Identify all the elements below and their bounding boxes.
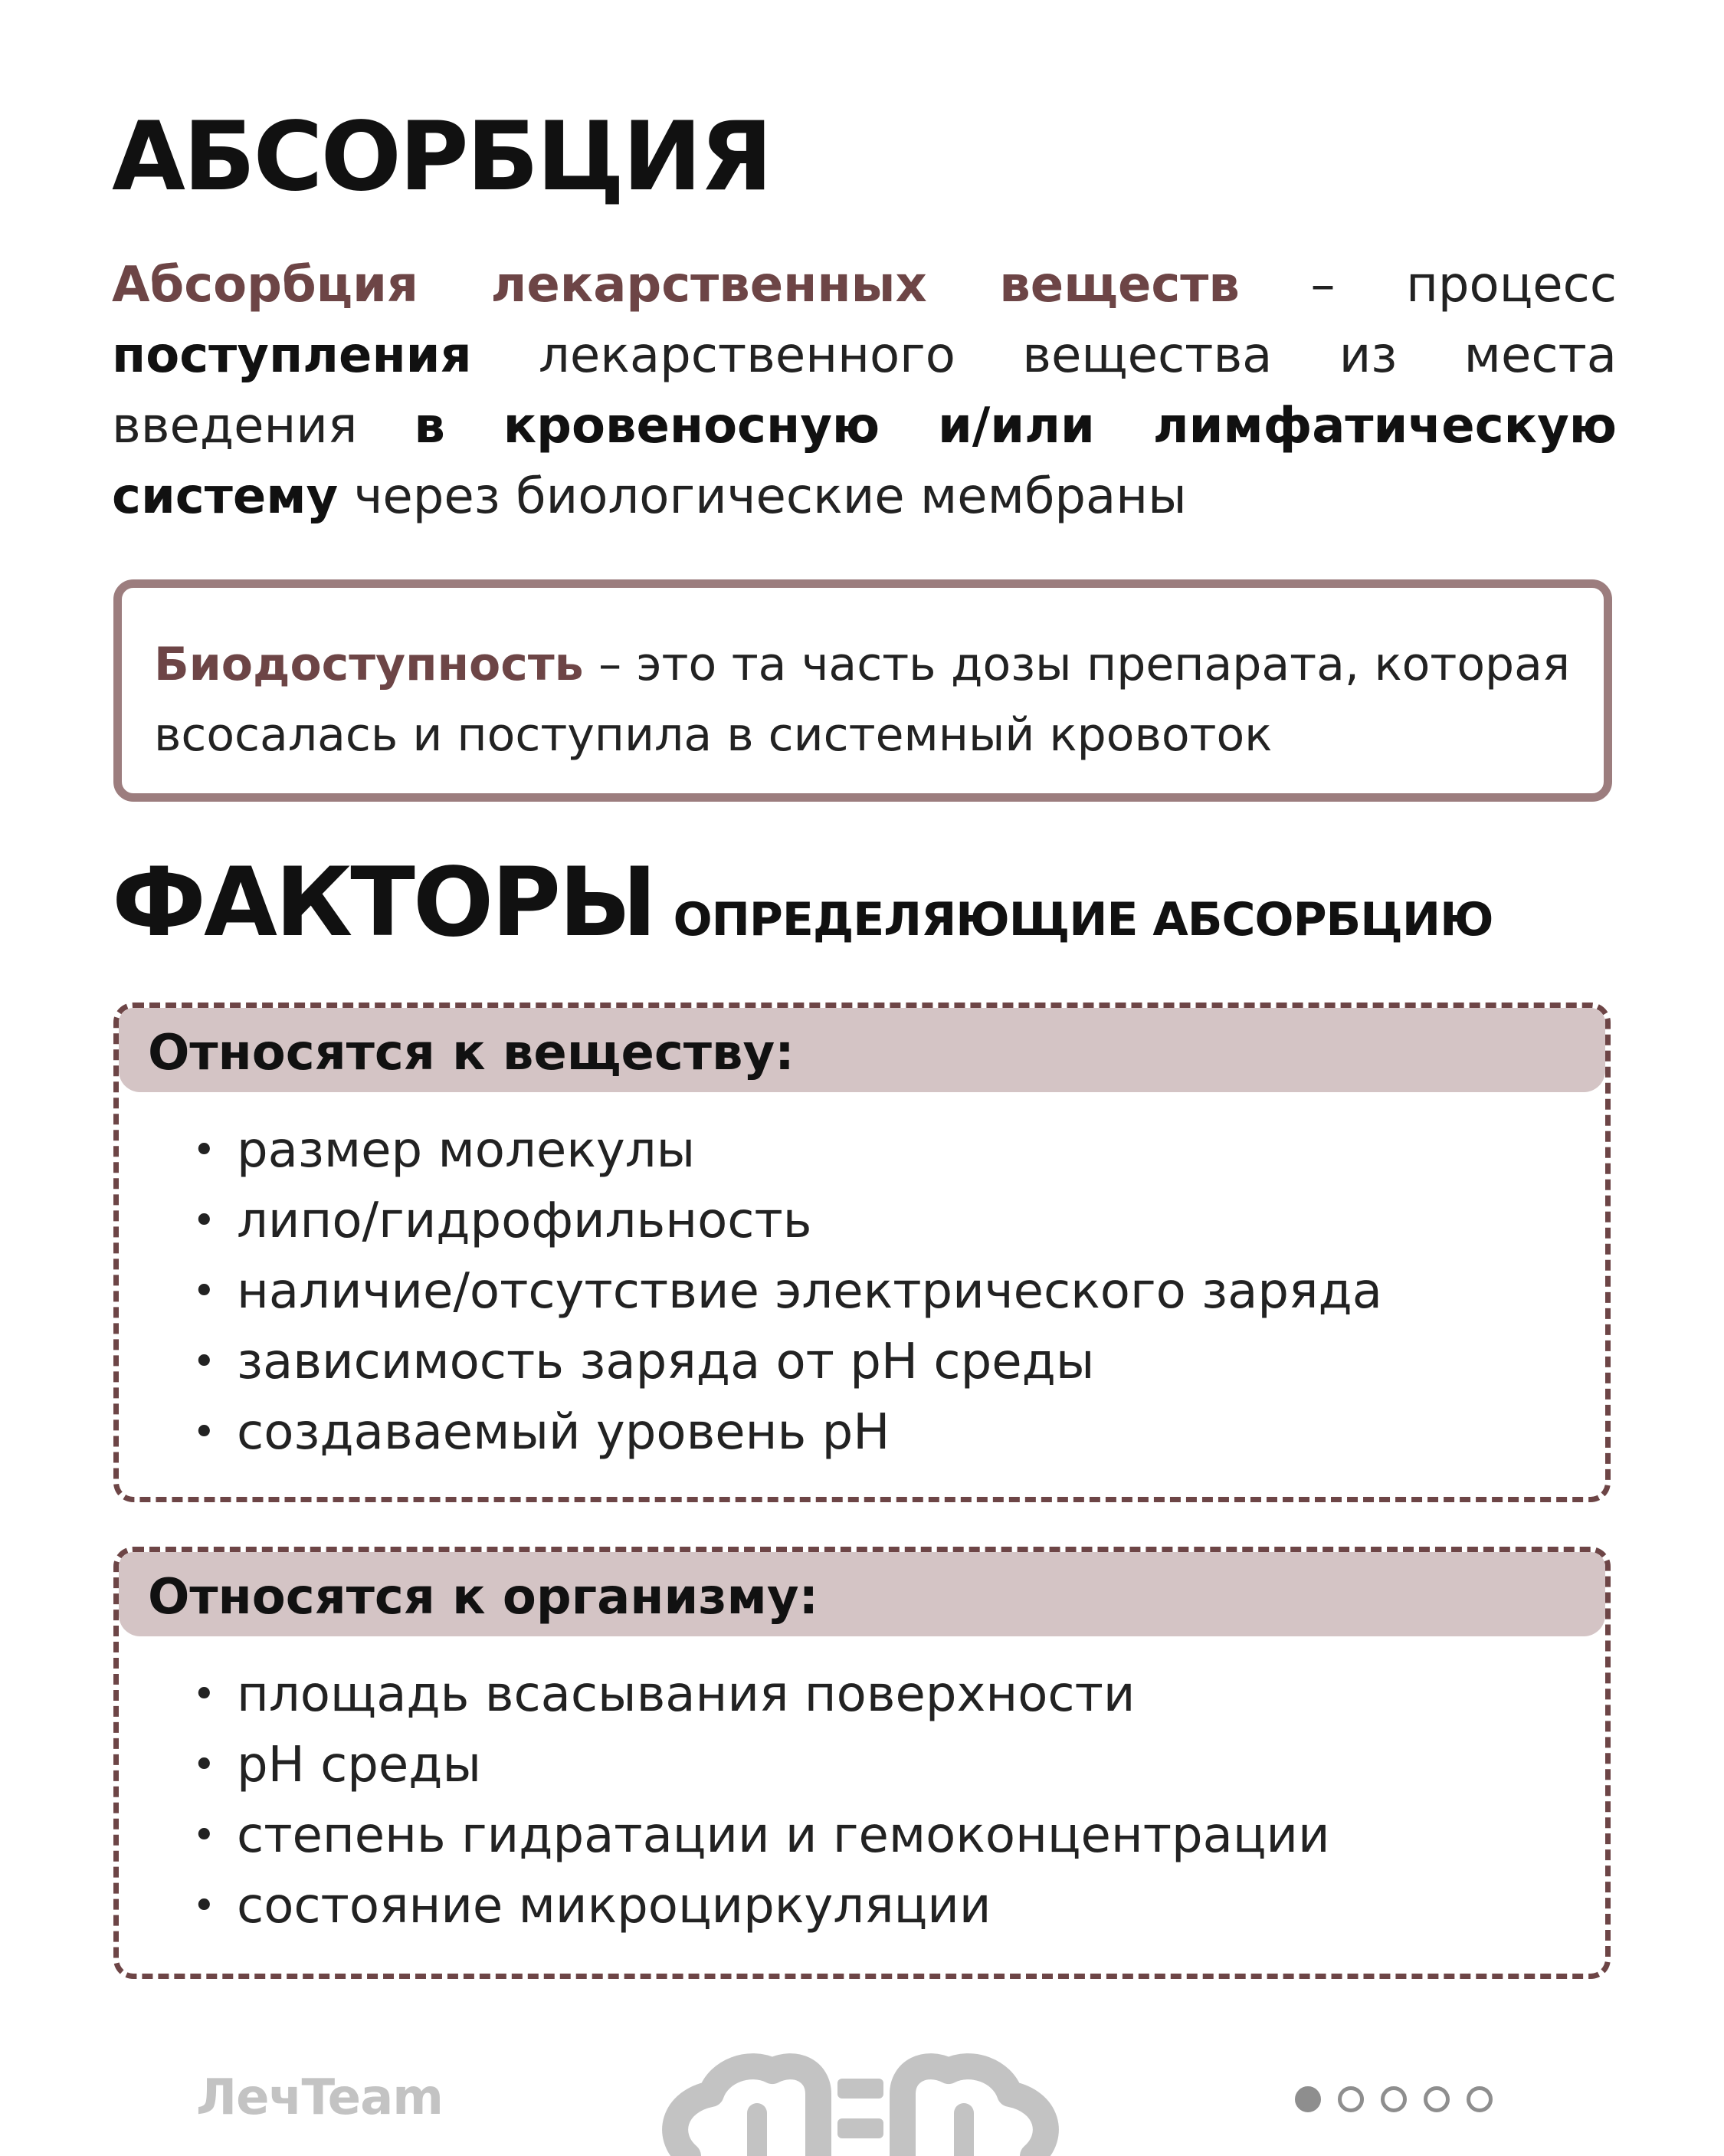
list-item <box>192 1115 1605 1186</box>
organism-factors-list <box>119 1636 1605 1941</box>
list-item-text: липо/гидрофильность <box>237 1193 812 1249</box>
pager-dot-3[interactable] <box>1381 2086 1407 2112</box>
substance-factors-list <box>119 1092 1605 1468</box>
bioavailability-definition: – это та часть дозы препарата, которая всосалась и поступила в системный кровоток <box>154 638 1570 762</box>
organism-factors-card <box>113 1547 1611 1979</box>
substance-factors-card <box>113 1003 1611 1502</box>
list-item-text: зависимость заряда от pH среды <box>237 1334 1095 1390</box>
list-item <box>192 1186 1605 1256</box>
pager-dot-2[interactable] <box>1338 2086 1364 2112</box>
bullet-icon: • <box>192 1127 216 1173</box>
list-item <box>192 1730 1605 1800</box>
pager-dot-5[interactable] <box>1467 2086 1493 2112</box>
list-item-text: степень гидратации и гемоконцентрации <box>237 1807 1330 1864</box>
factors-subtitle: ОПРЕДЕЛЯЮЩИЕ АБСОРБЦИЮ <box>673 893 1493 947</box>
bullet-icon: • <box>192 1339 216 1385</box>
definition-text-1: лекарственного вещества из места введения <box>112 327 1617 454</box>
organism-card-header: Относятся к организму: <box>119 1552 1605 1636</box>
list-item-text: площадь всасывания поверхности <box>237 1666 1136 1723</box>
list-item-text: создаваемый уровень pH <box>237 1404 890 1461</box>
list-item <box>192 1397 1605 1468</box>
definition-text-2: через биологические мембраны <box>338 468 1187 525</box>
bullet-icon: • <box>192 1883 216 1929</box>
definition-dash: – процесс <box>1239 257 1617 313</box>
bioavailability-term: Биодоступность <box>154 638 584 691</box>
definition-bold-system: в кровеносную и/или лимфатическую систему <box>112 398 1617 525</box>
factors-heading <box>112 848 1493 958</box>
bullet-icon: • <box>192 1742 216 1788</box>
slide-pager <box>1295 2086 1493 2112</box>
factors-title: ФАКТОРЫ <box>112 848 655 958</box>
list-item-text: наличие/отсутствие электрического заряда <box>237 1263 1382 1320</box>
bullet-icon: • <box>192 1813 216 1859</box>
pager-dot-1[interactable] <box>1295 2086 1321 2112</box>
list-item-text: размер молекулы <box>237 1122 696 1179</box>
substance-card-header: Относятся к веществу: <box>119 1008 1605 1092</box>
bullet-icon: • <box>192 1268 216 1314</box>
bullet-icon: • <box>192 1198 216 1244</box>
list-item-text: pH среды <box>237 1737 482 1793</box>
page-title: АБСОРБЦИЯ <box>112 102 771 212</box>
bioavailability-box <box>113 579 1612 802</box>
list-item <box>192 1800 1605 1871</box>
list-item-text: состояние микроциркуляции <box>237 1878 991 1934</box>
list-item <box>192 1256 1605 1327</box>
pager-dot-4[interactable] <box>1424 2086 1450 2112</box>
bullet-icon: • <box>192 1672 216 1718</box>
brain-logo-icon <box>642 2048 1079 2156</box>
list-item <box>192 1327 1605 1397</box>
absorption-definition <box>112 250 1617 532</box>
brand-logo-text: ЛечTeam <box>196 2069 443 2126</box>
definition-bold-entry: поступления <box>112 327 472 384</box>
definition-term: Абсорбция лекарственных веществ <box>112 257 1240 313</box>
bioavailability-text <box>154 629 1570 770</box>
list-item <box>192 1659 1605 1730</box>
bullet-icon: • <box>192 1409 216 1455</box>
list-item <box>192 1871 1605 1941</box>
